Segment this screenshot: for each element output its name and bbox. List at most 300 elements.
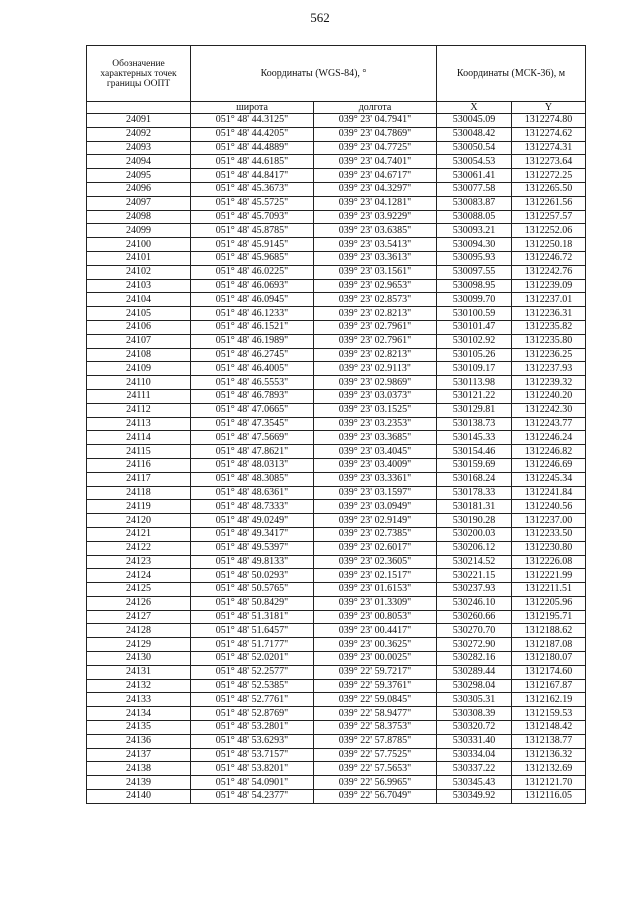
table-row: [87, 721, 586, 735]
table-row: [87, 569, 586, 583]
table-row: [87, 541, 586, 555]
cell-point-id: 24097: [87, 196, 191, 210]
cell-point-id: 24127: [87, 610, 191, 624]
cell-latitude: 051° 48' 49.3417": [191, 527, 314, 541]
table-row: [87, 114, 586, 128]
cell-x: 530246.10: [437, 596, 512, 610]
table-row: [87, 665, 586, 679]
cell-longitude: 039° 23' 02.7961": [314, 334, 437, 348]
header-blank: [87, 102, 191, 114]
cell-y: 1312236.31: [512, 307, 586, 321]
cell-longitude: 039° 23' 02.9653": [314, 279, 437, 293]
cell-point-id: 24099: [87, 224, 191, 238]
cell-y: 1312237.01: [512, 293, 586, 307]
cell-point-id: 24104: [87, 293, 191, 307]
cell-y: 1312274.80: [512, 114, 586, 128]
cell-point-id: 24091: [87, 114, 191, 128]
cell-y: 1312246.82: [512, 445, 586, 459]
cell-longitude: 039° 23' 02.1517": [314, 569, 437, 583]
cell-longitude: 039° 23' 04.7401": [314, 155, 437, 169]
table-row: [87, 169, 586, 183]
cell-x: 530200.03: [437, 527, 512, 541]
table-row: [87, 210, 586, 224]
cell-latitude: 051° 48' 53.7157": [191, 748, 314, 762]
cell-y: 1312246.24: [512, 431, 586, 445]
cell-x: 530159.69: [437, 458, 512, 472]
cell-x: 530102.92: [437, 334, 512, 348]
cell-y: 1312233.50: [512, 527, 586, 541]
table-row: [87, 762, 586, 776]
cell-latitude: 051° 48' 47.3545": [191, 417, 314, 431]
cell-point-id: 24112: [87, 403, 191, 417]
cell-y: 1312242.76: [512, 265, 586, 279]
cell-point-id: 24106: [87, 320, 191, 334]
cell-latitude: 051° 48' 49.0249": [191, 514, 314, 528]
table-row: [87, 748, 586, 762]
table-row: [87, 182, 586, 196]
cell-longitude: 039° 23' 01.3309": [314, 596, 437, 610]
table-row: [87, 638, 586, 652]
cell-latitude: 051° 48' 44.4205": [191, 127, 314, 141]
cell-point-id: 24119: [87, 500, 191, 514]
cell-latitude: 051° 48' 53.2801": [191, 721, 314, 735]
cell-latitude: 051° 48' 45.9685": [191, 251, 314, 265]
cell-latitude: 051° 48' 52.2577": [191, 665, 314, 679]
cell-latitude: 051° 48' 45.7093": [191, 210, 314, 224]
table-row: [87, 776, 586, 790]
table-row: [87, 376, 586, 390]
cell-y: 1312274.31: [512, 141, 586, 155]
cell-y: 1312148.42: [512, 721, 586, 735]
cell-latitude: 051° 48' 46.7893": [191, 389, 314, 403]
cell-x: 530305.31: [437, 693, 512, 707]
table-row: [87, 279, 586, 293]
cell-longitude: 039° 23' 02.8213": [314, 348, 437, 362]
cell-y: 1312235.80: [512, 334, 586, 348]
table-row: [87, 307, 586, 321]
cell-point-id: 24135: [87, 721, 191, 735]
cell-point-id: 24120: [87, 514, 191, 528]
table-row: [87, 293, 586, 307]
cell-x: 530109.17: [437, 362, 512, 376]
cell-longitude: 039° 23' 04.7725": [314, 141, 437, 155]
cell-point-id: 24116: [87, 458, 191, 472]
cell-longitude: 039° 23' 02.8573": [314, 293, 437, 307]
cell-latitude: 051° 48' 44.4889": [191, 141, 314, 155]
cell-latitude: 051° 48' 48.7333": [191, 500, 314, 514]
cell-latitude: 051° 48' 54.0901": [191, 776, 314, 790]
cell-x: 530098.95: [437, 279, 512, 293]
cell-x: 530054.53: [437, 155, 512, 169]
cell-y: 1312180.07: [512, 652, 586, 666]
cell-longitude: 039° 23' 02.9869": [314, 376, 437, 390]
cell-point-id: 24093: [87, 141, 191, 155]
cell-longitude: 039° 23' 00.3625": [314, 638, 437, 652]
header-msk36: Координаты (МСК-36), м: [437, 46, 586, 102]
table-row: [87, 141, 586, 155]
table-row: [87, 790, 586, 804]
cell-y: 1312188.62: [512, 624, 586, 638]
table-row: [87, 527, 586, 541]
cell-y: 1312239.09: [512, 279, 586, 293]
cell-y: 1312121.70: [512, 776, 586, 790]
cell-x: 530237.93: [437, 583, 512, 597]
cell-x: 530093.21: [437, 224, 512, 238]
cell-y: 1312235.82: [512, 320, 586, 334]
table-row: [87, 693, 586, 707]
cell-y: 1312246.69: [512, 458, 586, 472]
cell-longitude: 039° 23' 03.0949": [314, 500, 437, 514]
cell-point-id: 24136: [87, 734, 191, 748]
cell-x: 530289.44: [437, 665, 512, 679]
cell-point-id: 24102: [87, 265, 191, 279]
cell-latitude: 051° 48' 51.3181": [191, 610, 314, 624]
cell-x: 530129.81: [437, 403, 512, 417]
table-row: [87, 555, 586, 569]
cell-point-id: 24111: [87, 389, 191, 403]
cell-point-id: 24121: [87, 527, 191, 541]
cell-longitude: 039° 23' 02.6017": [314, 541, 437, 555]
cell-x: 530270.70: [437, 624, 512, 638]
cell-x: 530100.59: [437, 307, 512, 321]
cell-longitude: 039° 23' 03.9229": [314, 210, 437, 224]
cell-point-id: 24105: [87, 307, 191, 321]
cell-latitude: 051° 48' 53.6293": [191, 734, 314, 748]
table-row: [87, 251, 586, 265]
cell-latitude: 051° 48' 45.9145": [191, 238, 314, 252]
cell-x: 530298.04: [437, 679, 512, 693]
table-row: [87, 362, 586, 376]
cell-point-id: 24126: [87, 596, 191, 610]
cell-longitude: 039° 22' 59.3761": [314, 679, 437, 693]
cell-x: 530145.33: [437, 431, 512, 445]
coordinates-table: [86, 45, 586, 804]
cell-point-id: 24115: [87, 445, 191, 459]
cell-longitude: 039° 23' 03.1525": [314, 403, 437, 417]
cell-y: 1312136.32: [512, 748, 586, 762]
cell-y: 1312221.99: [512, 569, 586, 583]
cell-y: 1312239.32: [512, 376, 586, 390]
table-row: [87, 155, 586, 169]
cell-latitude: 051° 48' 46.5553": [191, 376, 314, 390]
table-row: [87, 320, 586, 334]
cell-y: 1312159.53: [512, 707, 586, 721]
cell-longitude: 039° 22' 58.9477": [314, 707, 437, 721]
cell-latitude: 051° 48' 46.0945": [191, 293, 314, 307]
cell-y: 1312240.56: [512, 500, 586, 514]
cell-longitude: 039° 22' 57.7525": [314, 748, 437, 762]
cell-x: 530095.93: [437, 251, 512, 265]
cell-x: 530113.98: [437, 376, 512, 390]
cell-longitude: 039° 23' 03.4009": [314, 458, 437, 472]
cell-point-id: 24108: [87, 348, 191, 362]
cell-latitude: 051° 48' 44.6185": [191, 155, 314, 169]
cell-longitude: 039° 23' 02.3605": [314, 555, 437, 569]
cell-longitude: 039° 23' 03.3361": [314, 472, 437, 486]
table-row: [87, 610, 586, 624]
cell-latitude: 051° 48' 45.8785": [191, 224, 314, 238]
cell-y: 1312226.08: [512, 555, 586, 569]
cell-y: 1312195.71: [512, 610, 586, 624]
cell-x: 530308.39: [437, 707, 512, 721]
cell-longitude: 039° 22' 58.3753": [314, 721, 437, 735]
cell-longitude: 039° 22' 56.7049": [314, 790, 437, 804]
cell-point-id: 24110: [87, 376, 191, 390]
header-y: Y: [512, 102, 586, 114]
cell-x: 530260.66: [437, 610, 512, 624]
cell-y: 1312167.87: [512, 679, 586, 693]
cell-longitude: 039° 22' 57.8785": [314, 734, 437, 748]
cell-latitude: 051° 48' 54.2377": [191, 790, 314, 804]
table-row: [87, 224, 586, 238]
cell-point-id: 24107: [87, 334, 191, 348]
cell-longitude: 039° 23' 00.4417": [314, 624, 437, 638]
cell-x: 530045.09: [437, 114, 512, 128]
cell-latitude: 051° 48' 52.0201": [191, 652, 314, 666]
cell-latitude: 051° 48' 46.0693": [191, 279, 314, 293]
cell-x: 530083.87: [437, 196, 512, 210]
cell-longitude: 039° 22' 59.7217": [314, 665, 437, 679]
cell-latitude: 051° 48' 47.5669": [191, 431, 314, 445]
cell-x: 530178.33: [437, 486, 512, 500]
table-row: [87, 445, 586, 459]
cell-x: 530334.04: [437, 748, 512, 762]
cell-longitude: 039° 23' 04.7869": [314, 127, 437, 141]
cell-point-id: 24132: [87, 679, 191, 693]
header-point-designation: Обозначение характерных точек границы ООПТ: [87, 46, 191, 102]
cell-longitude: 039° 23' 04.1281": [314, 196, 437, 210]
cell-point-id: 24094: [87, 155, 191, 169]
cell-longitude: 039° 23' 04.6717": [314, 169, 437, 183]
cell-longitude: 039° 23' 03.0373": [314, 389, 437, 403]
cell-x: 530345.43: [437, 776, 512, 790]
cell-x: 530337.22: [437, 762, 512, 776]
header-wgs84: Координаты (WGS-84), °: [191, 46, 437, 102]
cell-x: 530077.58: [437, 182, 512, 196]
cell-point-id: 24124: [87, 569, 191, 583]
cell-y: 1312132.69: [512, 762, 586, 776]
cell-longitude: 039° 23' 01.6153": [314, 583, 437, 597]
cell-y: 1312237.00: [512, 514, 586, 528]
table-row: [87, 472, 586, 486]
page-number: 562: [310, 10, 330, 25]
table-row: [87, 707, 586, 721]
cell-longitude: 039° 23' 03.1597": [314, 486, 437, 500]
table-row: [87, 196, 586, 210]
cell-y: 1312245.34: [512, 472, 586, 486]
cell-y: 1312174.60: [512, 665, 586, 679]
table-row: [87, 596, 586, 610]
cell-latitude: 051° 48' 51.6457": [191, 624, 314, 638]
cell-latitude: 051° 48' 49.5397": [191, 541, 314, 555]
cell-x: 530061.41: [437, 169, 512, 183]
cell-longitude: 039° 23' 03.1561": [314, 265, 437, 279]
table-row: [87, 500, 586, 514]
cell-x: 530272.90: [437, 638, 512, 652]
cell-x: 530088.05: [437, 210, 512, 224]
cell-longitude: 039° 23' 04.7941": [314, 114, 437, 128]
table-row: [87, 265, 586, 279]
cell-latitude: 051° 48' 46.1989": [191, 334, 314, 348]
cell-longitude: 039° 23' 03.6385": [314, 224, 437, 238]
table-row: [87, 583, 586, 597]
cell-longitude: 039° 23' 03.3613": [314, 251, 437, 265]
cell-y: 1312274.62: [512, 127, 586, 141]
cell-point-id: 24131: [87, 665, 191, 679]
cell-point-id: 24113: [87, 417, 191, 431]
cell-x: 530349.92: [437, 790, 512, 804]
cell-x: 530181.31: [437, 500, 512, 514]
cell-x: 530105.26: [437, 348, 512, 362]
cell-point-id: 24128: [87, 624, 191, 638]
table-body: [87, 114, 586, 804]
cell-point-id: 24118: [87, 486, 191, 500]
cell-x: 530282.16: [437, 652, 512, 666]
cell-y: 1312273.64: [512, 155, 586, 169]
cell-x: 530190.28: [437, 514, 512, 528]
cell-latitude: 051° 48' 44.3125": [191, 114, 314, 128]
cell-latitude: 051° 48' 50.0293": [191, 569, 314, 583]
cell-latitude: 051° 48' 48.3085": [191, 472, 314, 486]
cell-y: 1312237.93: [512, 362, 586, 376]
cell-latitude: 051° 48' 46.0225": [191, 265, 314, 279]
table-row: [87, 417, 586, 431]
cell-x: 530214.52: [437, 555, 512, 569]
cell-x: 530221.15: [437, 569, 512, 583]
cell-y: 1312246.72: [512, 251, 586, 265]
cell-point-id: 24122: [87, 541, 191, 555]
cell-y: 1312265.50: [512, 182, 586, 196]
cell-latitude: 051° 48' 45.3673": [191, 182, 314, 196]
table-row: [87, 458, 586, 472]
cell-point-id: 24140: [87, 790, 191, 804]
cell-y: 1312138.77: [512, 734, 586, 748]
cell-x: 530331.40: [437, 734, 512, 748]
cell-longitude: 039° 22' 56.9965": [314, 776, 437, 790]
cell-y: 1312250.18: [512, 238, 586, 252]
cell-point-id: 24103: [87, 279, 191, 293]
cell-x: 530050.54: [437, 141, 512, 155]
cell-point-id: 24138: [87, 762, 191, 776]
cell-latitude: 051° 48' 48.6361": [191, 486, 314, 500]
cell-y: 1312162.19: [512, 693, 586, 707]
cell-latitude: 051° 48' 46.4005": [191, 362, 314, 376]
header-x: X: [437, 102, 512, 114]
cell-longitude: 039° 22' 59.0845": [314, 693, 437, 707]
cell-longitude: 039° 23' 03.4045": [314, 445, 437, 459]
cell-x: 530121.22: [437, 389, 512, 403]
cell-point-id: 24129: [87, 638, 191, 652]
cell-latitude: 051° 48' 48.0313": [191, 458, 314, 472]
cell-longitude: 039° 23' 02.9113": [314, 362, 437, 376]
cell-point-id: 24130: [87, 652, 191, 666]
cell-latitude: 051° 48' 46.1521": [191, 320, 314, 334]
cell-point-id: 24133: [87, 693, 191, 707]
table-row: [87, 679, 586, 693]
cell-y: 1312240.20: [512, 389, 586, 403]
cell-x: 530099.70: [437, 293, 512, 307]
cell-longitude: 039° 23' 02.9149": [314, 514, 437, 528]
cell-latitude: 051° 48' 52.7761": [191, 693, 314, 707]
cell-point-id: 24134: [87, 707, 191, 721]
cell-longitude: 039° 23' 03.3685": [314, 431, 437, 445]
table-row: [87, 431, 586, 445]
cell-x: 530168.24: [437, 472, 512, 486]
table-row: [87, 127, 586, 141]
cell-point-id: 24125: [87, 583, 191, 597]
table-row: [87, 652, 586, 666]
cell-longitude: 039° 23' 03.2353": [314, 417, 437, 431]
table-row: [87, 403, 586, 417]
cell-y: 1312230.80: [512, 541, 586, 555]
cell-x: 530097.55: [437, 265, 512, 279]
cell-y: 1312272.25: [512, 169, 586, 183]
cell-point-id: 24098: [87, 210, 191, 224]
cell-point-id: 24139: [87, 776, 191, 790]
cell-latitude: 051° 48' 52.8769": [191, 707, 314, 721]
cell-latitude: 051° 48' 51.7177": [191, 638, 314, 652]
cell-point-id: 24095: [87, 169, 191, 183]
cell-point-id: 24117: [87, 472, 191, 486]
cell-y: 1312205.96: [512, 596, 586, 610]
cell-longitude: 039° 23' 03.5413": [314, 238, 437, 252]
cell-point-id: 24137: [87, 748, 191, 762]
cell-longitude: 039° 23' 04.3297": [314, 182, 437, 196]
cell-x: 530094.30: [437, 238, 512, 252]
cell-point-id: 24101: [87, 251, 191, 265]
cell-longitude: 039° 23' 02.8213": [314, 307, 437, 321]
table-row: [87, 389, 586, 403]
cell-y: 1312211.51: [512, 583, 586, 597]
cell-latitude: 051° 48' 44.8417": [191, 169, 314, 183]
cell-y: 1312116.05: [512, 790, 586, 804]
cell-y: 1312241.84: [512, 486, 586, 500]
cell-y: 1312236.25: [512, 348, 586, 362]
cell-point-id: 24100: [87, 238, 191, 252]
cell-longitude: 039° 23' 02.7385": [314, 527, 437, 541]
cell-latitude: 051° 48' 49.8133": [191, 555, 314, 569]
cell-latitude: 051° 48' 50.5765": [191, 583, 314, 597]
cell-y: 1312243.77: [512, 417, 586, 431]
cell-x: 530138.73: [437, 417, 512, 431]
cell-x: 530048.42: [437, 127, 512, 141]
cell-y: 1312242.30: [512, 403, 586, 417]
cell-longitude: 039° 23' 00.8053": [314, 610, 437, 624]
cell-point-id: 24114: [87, 431, 191, 445]
cell-x: 530206.12: [437, 541, 512, 555]
cell-point-id: 24096: [87, 182, 191, 196]
cell-point-id: 24109: [87, 362, 191, 376]
cell-latitude: 051° 48' 50.8429": [191, 596, 314, 610]
cell-point-id: 24092: [87, 127, 191, 141]
cell-longitude: 039° 23' 00.0025": [314, 652, 437, 666]
table-row: [87, 514, 586, 528]
cell-x: 530101.47: [437, 320, 512, 334]
cell-y: 1312187.08: [512, 638, 586, 652]
table-row: [87, 348, 586, 362]
table-row: [87, 238, 586, 252]
table-row: [87, 486, 586, 500]
table-row: [87, 334, 586, 348]
cell-y: 1312261.56: [512, 196, 586, 210]
cell-y: 1312257.57: [512, 210, 586, 224]
table-row: [87, 624, 586, 638]
cell-latitude: 051° 48' 52.5385": [191, 679, 314, 693]
cell-latitude: 051° 48' 47.0665": [191, 403, 314, 417]
cell-y: 1312252.06: [512, 224, 586, 238]
cell-longitude: 039° 23' 02.7961": [314, 320, 437, 334]
cell-x: 530154.46: [437, 445, 512, 459]
